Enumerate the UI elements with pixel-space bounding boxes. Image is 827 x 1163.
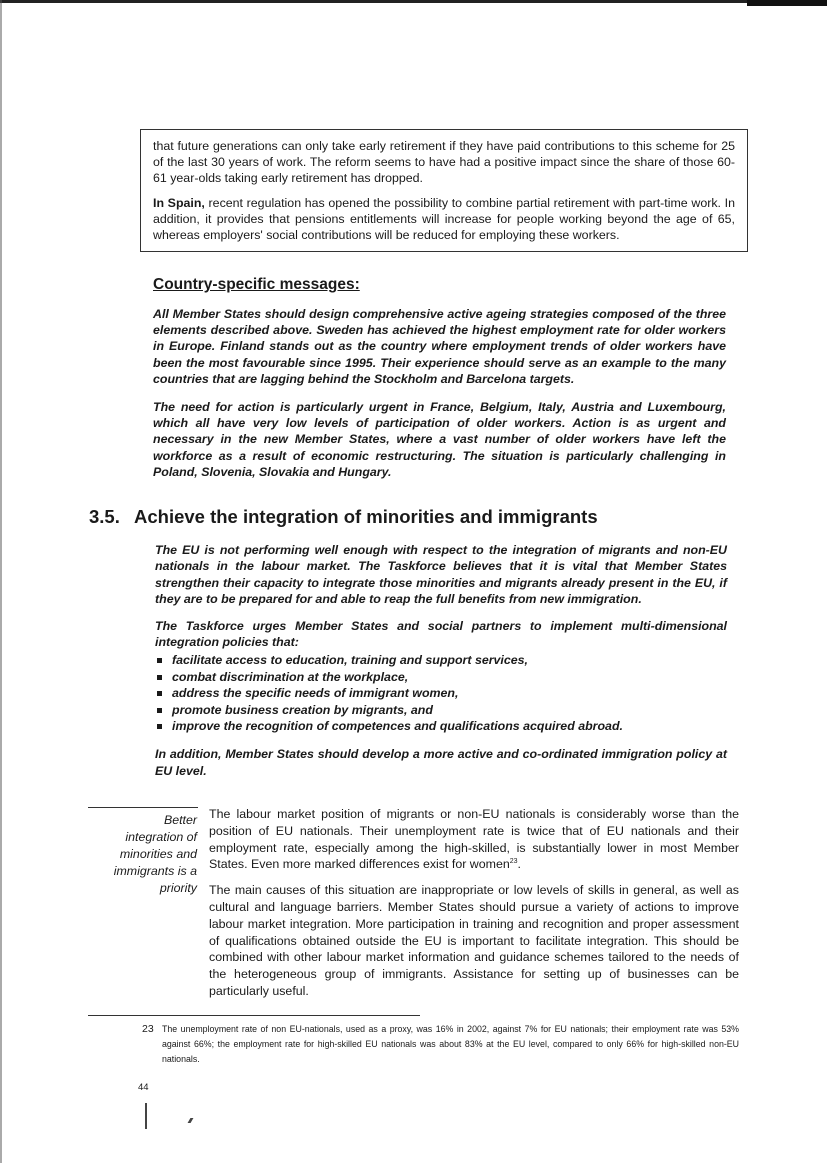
box-paragraph-1: that future generations can only take early retirement if they have paid contributions to this scheme for 25 of the last 30 years of work. The reform seems to have had a positive impact since the share of those 60-61 year-olds taking early retirement has dropped. (153, 139, 735, 185)
footnote-number: 23 (142, 1023, 154, 1035)
list-item: facilitate access to education, training and support services, (155, 652, 727, 668)
intro-paragraph-2: The Taskforce urges Member States and social partners to implement multi-dimensional integration policies that: (155, 618, 727, 650)
list-item: promote business creation by migrants, and (155, 702, 727, 718)
section-intro (155, 542, 727, 789)
top-border-corner (747, 0, 827, 6)
body-paragraph-1-text: The labour market position of migrants or non-EU nationals is considerably worse than the position of EU nationals. Their unemployment rate is twice that of EU nationals and their employment rate, especially among the high-skilled, is substantially lower in most Member States. Even more marked differences exist for women (209, 807, 739, 872)
sidenote-line: integration of (125, 830, 197, 844)
section-number: 3.5. (89, 506, 120, 527)
box-paragraph-2 (153, 195, 735, 243)
sidenote-line: minorities and (119, 847, 197, 861)
country-specific-paragraph-2: The need for action is particularly urgent in France, Belgium, Italy, Austria and Luxembourg, which all have very low levels of participation of older workers. Action is as urgent and necessary in the new Member States, where a vast number of older workers have left the workforce as a result of economic restructuring. The situation is particularly challenging in Poland, Slovenia, Slovakia and Hungary. (153, 400, 726, 479)
example-box (140, 129, 748, 252)
box-paragraph-2-text: recent regulation has opened the possibility to combine partial retirement with part-time work. In addition, it provides that pensions entitlements will increase for people working beyond the age of 65, whereas employers' social contributions will be reduced for employing these workers. (153, 196, 735, 242)
page-number: 44 (138, 1082, 149, 1093)
body-paragraph-1 (209, 806, 739, 873)
country-specific-title: Country-specific messages: (153, 276, 360, 293)
top-border-line (0, 0, 827, 3)
footnote-reference[interactable]: 23 (509, 858, 518, 866)
country-specific-paragraph-1: All Member States should design comprehensive active ageing strategies composed of the three elements described above. Sweden has achieved the highest employment rate for older workers in Europe. Finland stands out as the country where employment trends of older workers have been the most favourable since 1995. Their experience should serve as an example to the many countries that are lagging behind the Stockholm and Barcelona targets. (153, 307, 726, 386)
margin-sidenote (100, 812, 197, 897)
body-paragraph-2: The main causes of this situation are inappropriate or low levels of skills in general, as well as cultural and language barriers. Member States should pursue a variety of actions to improve labour market integration. More participation in training and recognition and proper assessment of qualifications obtained outside the EU is important to facilitate integration. This should be combined with other labour market information and guidance schemes tailored to the needs of the heterogeneous group of immigrants. Assistance for setting up of businesses can be particularly useful. (209, 883, 739, 998)
sidenote-line: priority (159, 881, 197, 895)
scan-mark (188, 1118, 194, 1123)
footnote-rule (88, 1015, 420, 1016)
sidenote-rule (88, 807, 198, 808)
body-text (209, 806, 739, 1009)
intro-paragraph-1: The EU is not performing well enough with respect to the integration of migrants and non-EU nationals in the labour market. The Taskforce believes that it is vital that Member States strengthen their capacity to integrate those minorities and migrants already present in the EU, if they are to be prepared for and able to reap the full benefits from new immigration. (155, 543, 727, 607)
body-paragraph-1-end: . (517, 857, 521, 872)
policy-bullet-list (155, 652, 727, 734)
scan-mark (145, 1103, 147, 1129)
list-item: combat discrimination at the workplace, (155, 669, 727, 685)
intro-paragraph-3: In addition, Member States should develop a more active and co-ordinated immigration policy at EU level. (155, 747, 727, 778)
section-title: Achieve the integration of minorities and immigrants (134, 506, 598, 527)
country-specific-messages (153, 306, 726, 492)
left-scan-edge (0, 0, 2, 1163)
footnote (142, 1022, 739, 1067)
list-item: address the specific needs of immigrant women, (155, 685, 727, 701)
list-item: improve the recognition of competences and qualifications acquired abroad. (155, 718, 727, 734)
box-paragraph-2-lead: In Spain, (153, 196, 205, 210)
sidenote-line: Better (163, 813, 197, 827)
sidenote-line: immigrants is a (113, 864, 197, 878)
footnote-text: The unemployment rate of non EU-nationals, used as a proxy, was 16% in 2002, against 7% for EU nationals; their employment rate was 53% against 66%; the employment rate for high-skilled EU nationals was about 83% at the EU level, compared to only 66% for high-skilled non-EU nationals. (162, 1024, 739, 1064)
